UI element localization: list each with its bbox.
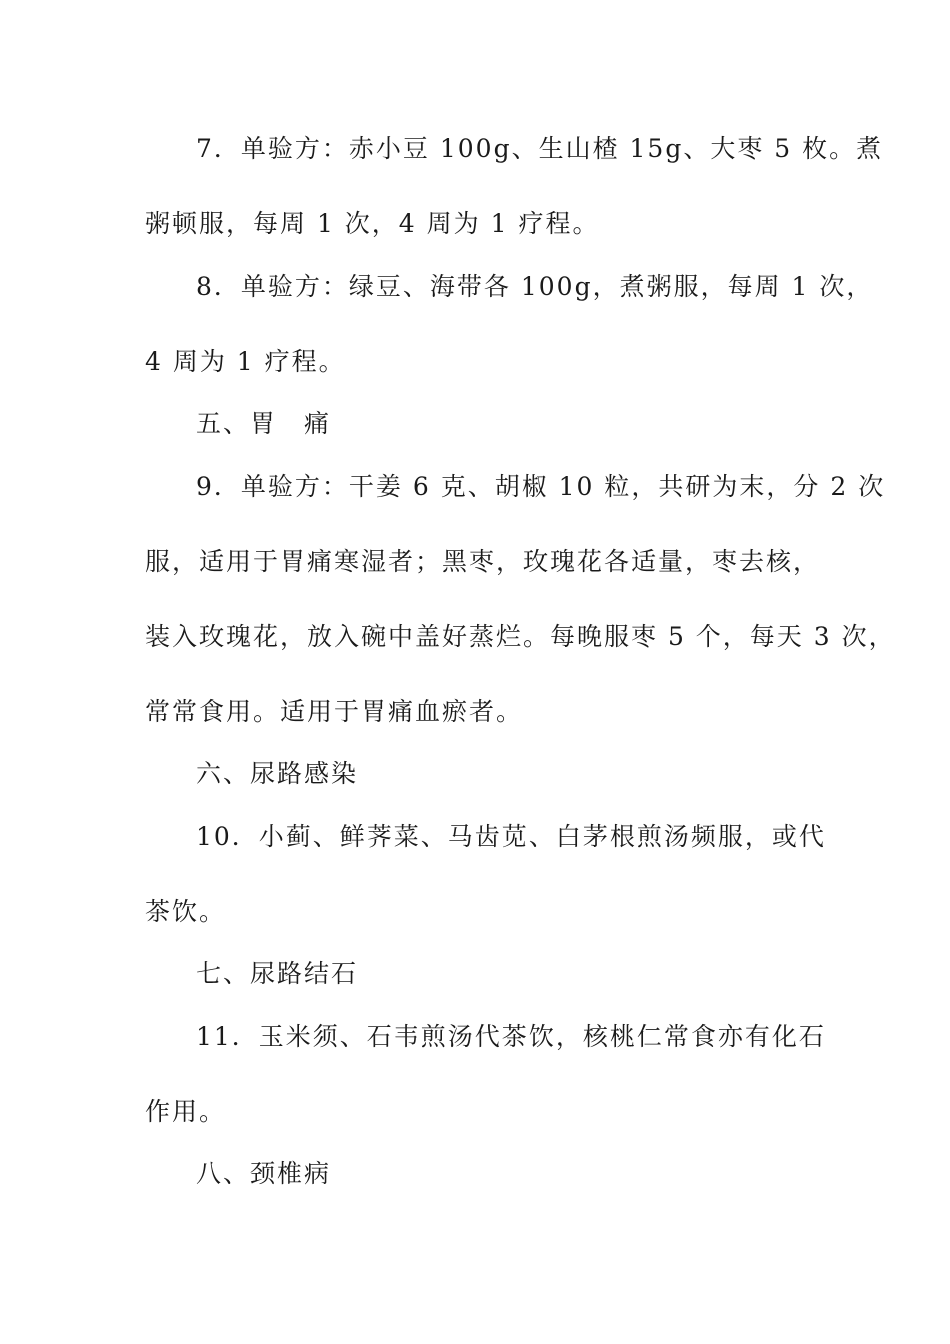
recipe-10-line-2: 茶饮。 — [145, 897, 227, 926]
recipe-9-line-3: 装入玫瑰花，放入碗中盖好蒸烂。每晚服枣 5 个，每天 3 次， — [145, 622, 896, 651]
recipe-11-line-1: 11．玉米须、石韦煎汤代茶饮，核桃仁常食亦有化石 — [196, 1022, 826, 1051]
recipe-9-line-2: 服，适用于胃痛寒湿者；黑枣，玫瑰花各适量，枣去核， — [145, 547, 821, 576]
recipe-9-line-1: 9．单验方：干姜 6 克、胡椒 10 粒，共研为末，分 2 次 — [196, 472, 886, 501]
section-heading-6: 六、尿路感染 — [196, 759, 359, 788]
section-heading-8: 八、颈椎病 — [196, 1159, 332, 1188]
section-heading-5: 五、胃 痛 — [196, 409, 332, 438]
section-heading-7: 七、尿路结石 — [196, 959, 359, 988]
recipe-7-line-2: 粥顿服，每周 1 次，4 周为 1 疗程。 — [145, 209, 600, 238]
recipe-7-line-1: 7．单验方：赤小豆 100g、生山楂 15g、大枣 5 枚。煮 — [196, 134, 884, 163]
recipe-8-line-1: 8．单验方：绿豆、海带各 100g，煮粥服，每周 1 次， — [196, 272, 874, 301]
recipe-8-line-2: 4 周为 1 疗程。 — [145, 347, 346, 376]
recipe-10-line-1: 10．小蓟、鲜荠菜、马齿苋、白茅根煎汤频服，或代 — [196, 822, 826, 851]
recipe-9-line-4: 常常食用。适用于胃痛血瘀者。 — [145, 697, 524, 726]
recipe-11-line-2: 作用。 — [145, 1097, 227, 1126]
